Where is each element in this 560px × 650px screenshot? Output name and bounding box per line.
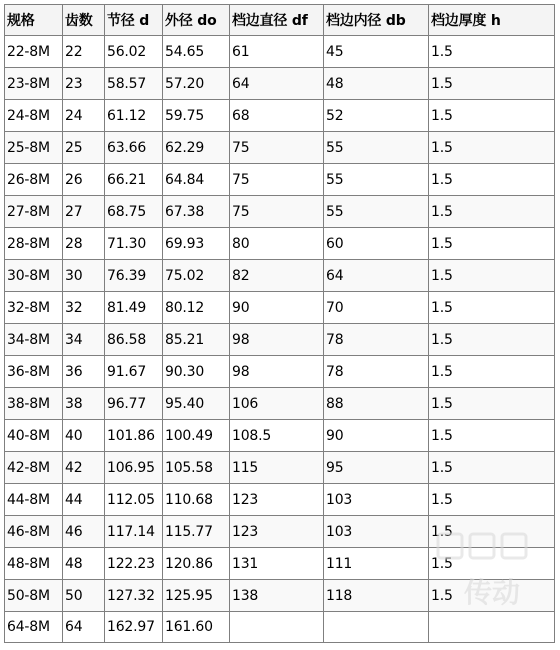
cell-pitch-diameter: 101.86 <box>105 420 163 452</box>
cell-teeth: 40 <box>63 420 105 452</box>
header-teeth: 齿数 <box>63 5 105 36</box>
cell-flange-thickness: 1.5 <box>429 292 555 324</box>
table-row <box>5 580 555 612</box>
cell-pitch-diameter: 81.49 <box>105 292 163 324</box>
cell-pitch-diameter: 68.75 <box>105 196 163 228</box>
cell-flange-diameter: 75 <box>230 132 324 164</box>
cell-flange-diameter: 64 <box>230 68 324 100</box>
cell-spec: 25-8M <box>5 132 63 164</box>
cell-pitch-diameter: 66.21 <box>105 164 163 196</box>
cell-spec: 22-8M <box>5 36 63 68</box>
cell-flange-diameter: 75 <box>230 164 324 196</box>
cell-spec: 38-8M <box>5 388 63 420</box>
cell-spec: 30-8M <box>5 260 63 292</box>
header-pitch-diameter: 节径 d <box>105 5 163 36</box>
table-row <box>5 36 555 68</box>
watermark-text: 传动 <box>463 576 521 609</box>
cell-outer-diameter: 110.68 <box>163 484 230 516</box>
cell-flange-inner-diameter: 52 <box>324 100 429 132</box>
table-header <box>5 5 555 36</box>
cell-flange-inner-diameter: 103 <box>324 484 429 516</box>
cell-flange-thickness: 1.5 <box>429 228 555 260</box>
cell-spec: 50-8M <box>5 580 63 612</box>
cell-flange-thickness: 1.5 <box>429 324 555 356</box>
cell-teeth: 46 <box>63 516 105 548</box>
cell-teeth: 36 <box>63 356 105 388</box>
cell-flange-inner-diameter: 55 <box>324 164 429 196</box>
cell-teeth: 25 <box>63 132 105 164</box>
cell-pitch-diameter: 61.12 <box>105 100 163 132</box>
cell-teeth: 44 <box>63 484 105 516</box>
cell-flange-inner-diameter: 118 <box>324 580 429 612</box>
cell-flange-diameter <box>230 612 324 643</box>
cell-flange-thickness: 1.5 <box>429 484 555 516</box>
header-outer-diameter: 外径 do <box>163 5 230 36</box>
cell-flange-thickness: 1.5 <box>429 132 555 164</box>
cell-flange-diameter: 82 <box>230 260 324 292</box>
table-row <box>5 484 555 516</box>
cell-flange-inner-diameter: 64 <box>324 260 429 292</box>
cell-outer-diameter: 161.60 <box>163 612 230 643</box>
cell-spec: 40-8M <box>5 420 63 452</box>
cell-flange-thickness: 1.5 <box>429 164 555 196</box>
cell-flange-diameter: 131 <box>230 548 324 580</box>
cell-teeth: 42 <box>63 452 105 484</box>
cell-spec: 26-8M <box>5 164 63 196</box>
cell-flange-diameter: 80 <box>230 228 324 260</box>
table-row <box>5 100 555 132</box>
cell-outer-diameter: 100.49 <box>163 420 230 452</box>
cell-flange-diameter: 68 <box>230 100 324 132</box>
table-row <box>5 292 555 324</box>
cell-outer-diameter: 95.40 <box>163 388 230 420</box>
header-flange-thickness: 档边厚度 h <box>429 5 555 36</box>
cell-flange-thickness: 1.5 <box>429 260 555 292</box>
cell-flange-inner-diameter: 55 <box>324 196 429 228</box>
table-row <box>5 388 555 420</box>
cell-teeth: 22 <box>63 36 105 68</box>
cell-outer-diameter: 57.20 <box>163 68 230 100</box>
cell-outer-diameter: 75.02 <box>163 260 230 292</box>
table-row <box>5 132 555 164</box>
cell-flange-inner-diameter: 90 <box>324 420 429 452</box>
cell-flange-inner-diameter <box>324 612 429 643</box>
cell-flange-thickness: 1.5 <box>429 452 555 484</box>
cell-flange-diameter: 108.5 <box>230 420 324 452</box>
cell-pitch-diameter: 76.39 <box>105 260 163 292</box>
cell-flange-diameter: 98 <box>230 324 324 356</box>
cell-flange-thickness: 1.5 <box>429 516 555 548</box>
cell-flange-inner-diameter: 55 <box>324 132 429 164</box>
header-flange-diameter: 档边直径 df <box>230 5 324 36</box>
cell-pitch-diameter: 127.32 <box>105 580 163 612</box>
cell-teeth: 26 <box>63 164 105 196</box>
cell-teeth: 24 <box>63 100 105 132</box>
table-body <box>5 36 555 643</box>
cell-flange-diameter: 106 <box>230 388 324 420</box>
cell-flange-thickness: 1.5 <box>429 420 555 452</box>
cell-outer-diameter: 62.29 <box>163 132 230 164</box>
cell-spec: 32-8M <box>5 292 63 324</box>
cell-flange-diameter: 98 <box>230 356 324 388</box>
cell-outer-diameter: 90.30 <box>163 356 230 388</box>
cell-flange-thickness: 1.5 <box>429 548 555 580</box>
cell-flange-diameter: 75 <box>230 196 324 228</box>
cell-pitch-diameter: 162.97 <box>105 612 163 643</box>
cell-flange-inner-diameter: 78 <box>324 356 429 388</box>
cell-spec: 36-8M <box>5 356 63 388</box>
cell-teeth: 27 <box>63 196 105 228</box>
cell-teeth: 48 <box>63 548 105 580</box>
cell-flange-thickness: 1.5 <box>429 356 555 388</box>
table-row <box>5 68 555 100</box>
cell-outer-diameter: 105.58 <box>163 452 230 484</box>
cell-flange-thickness: 1.5 <box>429 68 555 100</box>
cell-flange-inner-diameter: 48 <box>324 68 429 100</box>
cell-spec: 48-8M <box>5 548 63 580</box>
table-row <box>5 164 555 196</box>
cell-pitch-diameter: 91.67 <box>105 356 163 388</box>
cell-flange-thickness: 1.5 <box>429 196 555 228</box>
table-row <box>5 516 555 548</box>
cell-flange-thickness: 1.5 <box>429 36 555 68</box>
cell-flange-inner-diameter: 111 <box>324 548 429 580</box>
cell-spec: 27-8M <box>5 196 63 228</box>
table-row <box>5 228 555 260</box>
cell-flange-diameter: 115 <box>230 452 324 484</box>
cell-outer-diameter: 64.84 <box>163 164 230 196</box>
cell-spec: 24-8M <box>5 100 63 132</box>
cell-outer-diameter: 115.77 <box>163 516 230 548</box>
cell-pitch-diameter: 117.14 <box>105 516 163 548</box>
cell-spec: 28-8M <box>5 228 63 260</box>
cell-flange-inner-diameter: 60 <box>324 228 429 260</box>
cell-pitch-diameter: 106.95 <box>105 452 163 484</box>
cell-outer-diameter: 85.21 <box>163 324 230 356</box>
cell-outer-diameter: 67.38 <box>163 196 230 228</box>
cell-teeth: 32 <box>63 292 105 324</box>
cell-outer-diameter: 120.86 <box>163 548 230 580</box>
cell-pitch-diameter: 122.23 <box>105 548 163 580</box>
cell-teeth: 23 <box>63 68 105 100</box>
cell-teeth: 50 <box>63 580 105 612</box>
table-row <box>5 196 555 228</box>
cell-pitch-diameter: 56.02 <box>105 36 163 68</box>
cell-outer-diameter: 69.93 <box>163 228 230 260</box>
cell-pitch-diameter: 71.30 <box>105 228 163 260</box>
cell-teeth: 64 <box>63 612 105 643</box>
cell-outer-diameter: 125.95 <box>163 580 230 612</box>
table-row <box>5 420 555 452</box>
table-row <box>5 260 555 292</box>
cell-flange-inner-diameter: 95 <box>324 452 429 484</box>
cell-pitch-diameter: 96.77 <box>105 388 163 420</box>
cell-flange-thickness: 1.5 <box>429 388 555 420</box>
pulley-spec-table <box>4 4 555 643</box>
table-row <box>5 324 555 356</box>
cell-flange-inner-diameter: 78 <box>324 324 429 356</box>
cell-pitch-diameter: 86.58 <box>105 324 163 356</box>
cell-outer-diameter: 59.75 <box>163 100 230 132</box>
cell-pitch-diameter: 63.66 <box>105 132 163 164</box>
cell-spec: 42-8M <box>5 452 63 484</box>
cell-flange-inner-diameter: 70 <box>324 292 429 324</box>
cell-spec: 23-8M <box>5 68 63 100</box>
cell-flange-diameter: 138 <box>230 580 324 612</box>
cell-outer-diameter: 80.12 <box>163 292 230 324</box>
cell-spec: 46-8M <box>5 516 63 548</box>
cell-teeth: 30 <box>63 260 105 292</box>
cell-teeth: 38 <box>63 388 105 420</box>
cell-flange-inner-diameter: 103 <box>324 516 429 548</box>
cell-spec: 64-8M <box>5 612 63 643</box>
cell-flange-diameter: 90 <box>230 292 324 324</box>
cell-flange-thickness: 1.5 <box>429 580 555 612</box>
header-spec: 规格 <box>5 5 63 36</box>
cell-teeth: 34 <box>63 324 105 356</box>
cell-outer-diameter: 54.65 <box>163 36 230 68</box>
cell-teeth: 28 <box>63 228 105 260</box>
cell-pitch-diameter: 58.57 <box>105 68 163 100</box>
cell-flange-diameter: 123 <box>230 484 324 516</box>
cell-pitch-diameter: 112.05 <box>105 484 163 516</box>
cell-flange-thickness <box>429 612 555 643</box>
cell-flange-thickness: 1.5 <box>429 100 555 132</box>
cell-spec: 44-8M <box>5 484 63 516</box>
header-flange-inner-diameter: 档边内径 db <box>324 5 429 36</box>
cell-flange-inner-diameter: 45 <box>324 36 429 68</box>
header-row <box>5 5 555 36</box>
table-row <box>5 612 555 643</box>
cell-flange-diameter: 61 <box>230 36 324 68</box>
table-row <box>5 548 555 580</box>
cell-spec: 34-8M <box>5 324 63 356</box>
table-row <box>5 452 555 484</box>
cell-flange-inner-diameter: 88 <box>324 388 429 420</box>
cell-flange-diameter: 123 <box>230 516 324 548</box>
table-row <box>5 356 555 388</box>
